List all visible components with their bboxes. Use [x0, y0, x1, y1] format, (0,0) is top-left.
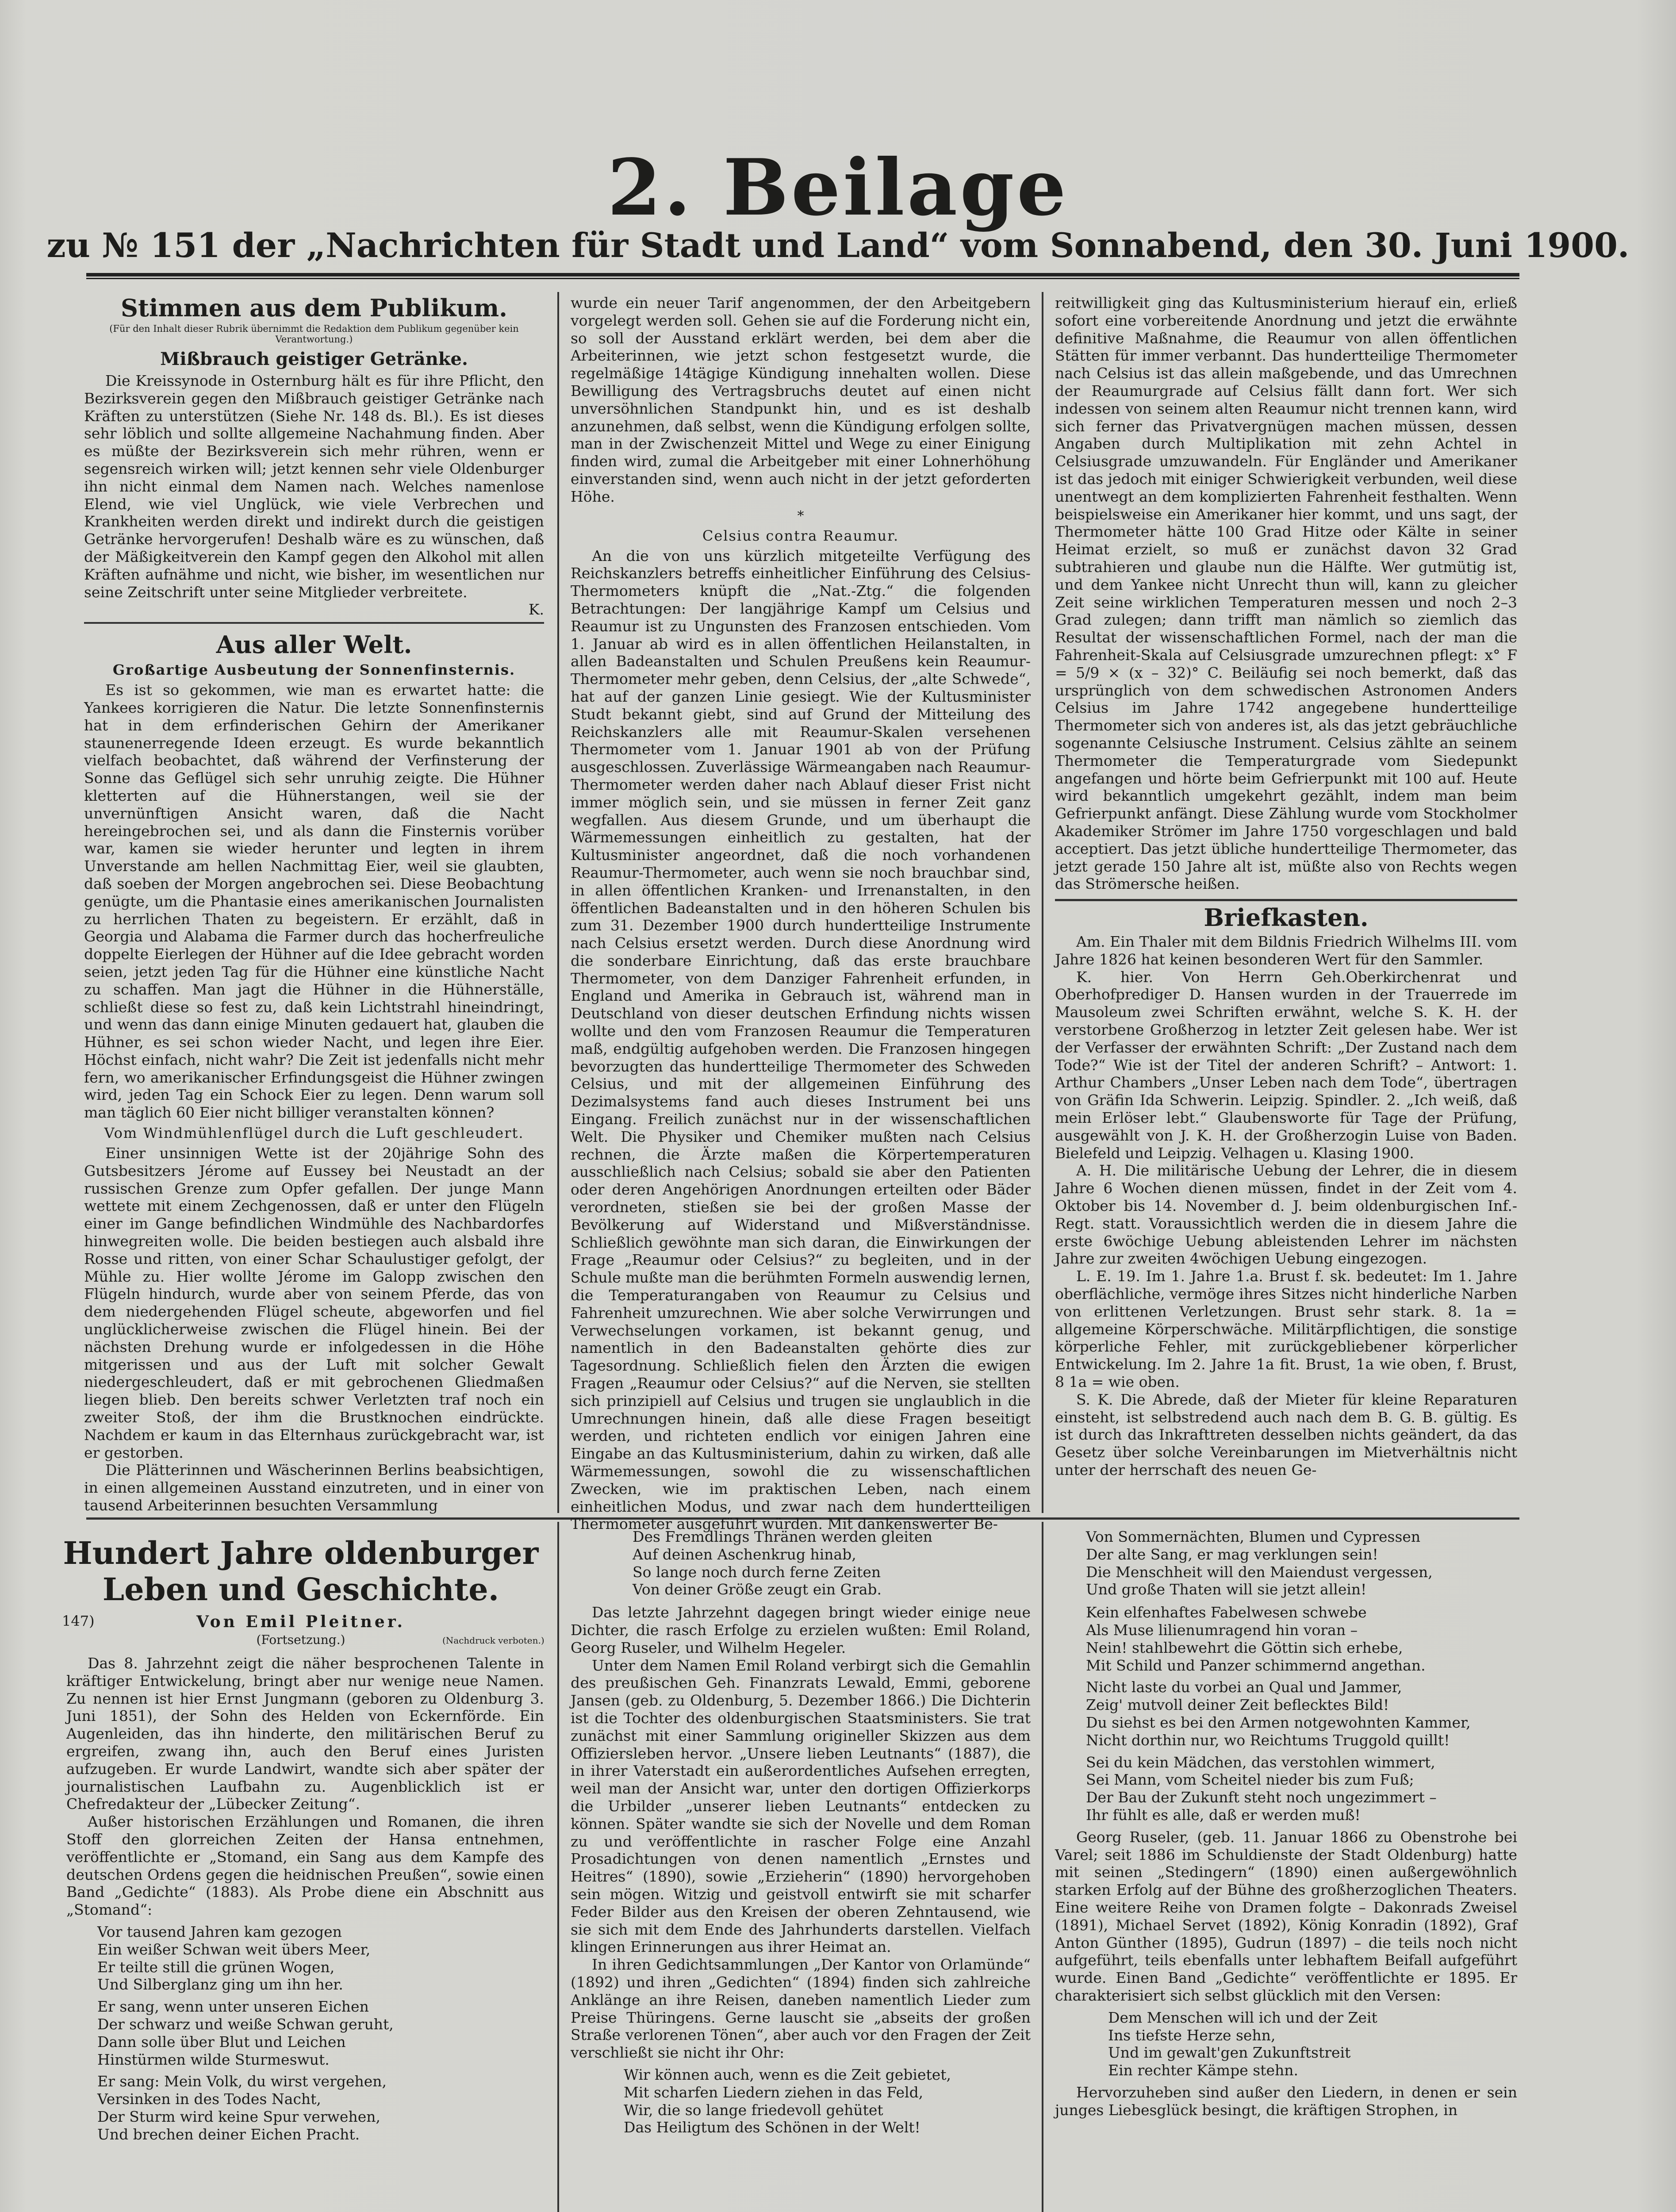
- section-rule: [1055, 899, 1517, 901]
- briefkasten-entry: K. hier. Von Herrn Geh.Oberkirchenrat und Oberhofprediger D. Hansen wurden in der Trauerrede im Mausoleum zwei Schriften erwähnt, welche S. K. H. der verstorbene Großherzog in letzter Zeit gelesen habe. Wer ist der Verfasser der erwähnten Schrift: „Der Zustand nach dem Tode?“ Wie ist der Titel der anderen Schrift? – Antwort: 1. Arthur Chambers „Unser Leben nach dem Tode“, übertragen von Gräfin Ida Schwerin. Leipzig. Spindler. 2. „Ich weiß, daß mein Erlöser lebt.“ Glaubensworte für Tage der Prüfung, ausgewählt von J. K. H. der Großherzogin Luise von Baden. Bielefeld und Leipzig. Velhagen u. Klasing 1900.: [1055, 968, 1517, 1162]
- briefkasten-entry: L. E. 19. Im 1. Jahre 1.a. Brust f. sk. bedeutet: Im 1. Jahre oberflächliche, vermöge ihres Sitzes nicht hinderliche Narben von erlittenen Verletzungen. Brust sehr stark. 8. 1a = allgemeine Körperschwäche. Militärpflichtigen, die sonstige körperliche Fehler, mit zurückgebliebener körperlicher Entwickelung. Im 2. Jahre 1a fit. Brust, 1a wie oben, f. Brust, 8 1a = wie oben.: [1055, 1267, 1517, 1391]
- column-rule: [557, 292, 559, 1513]
- section-heading: Stimmen aus dem Publikum.: [121, 294, 507, 322]
- poem-stanza: Er sang, wenn unter unseren Eichen Der schwarz und weiße Schwan geruht, Dann solle über Blut und Leichen Hinstürmen wilde Sturmeswut.: [97, 1998, 394, 2068]
- article-heading: Celsius contra Reaumur.: [702, 527, 899, 544]
- briefkasten-entry: A. H. Die militärische Uebung der Lehrer, die in diesem Jahre 6 Wochen dienen müssen, findet in der Zeit vom 4. Oktober bis 14. November d. J. beim oldenburgischen Inf.-Regt. statt. Voraussichtlich werden die in diesem Jahre die erste 6wöchige Uebung ableistenden Lehrer im nächsten Jahre zur zweiten 4wöchigen Uebung eingezogen.: [1055, 1162, 1517, 1267]
- article-text: Die Plätterinnen und Wäscherinnen Berlins beabsichtigen, in einen allgemeinen Ausstand einzutreten, und in einer von tausend Arbeiterinnen besuchten Versammlung: [84, 1461, 544, 1514]
- feature-column-1: [66, 1655, 544, 2212]
- feature-column-2: [571, 1526, 1031, 2212]
- article-text: wurde ein neuer Tarif angenommen, der den Arbeitgebern vorgelegt werden soll. Gehen sie auf die Forderung nicht ein, so soll der Ausstand erklärt werden, bei dem aber die Arbeiterinnen, wie jetzt schon festgesetzt wurde, die regelmäßige 14tägige Kündigung innehalten wollen. Diese Bewilligung des Vertragsbruchs deutet auf einen nicht unversöhnlichen Standpunkt hin, und es ist deshalb anzunehmen, daß selbst, wenn die Kündigung erfolgen sollte, man in der Zwischenzeit Mittel und Wege zu einer Einigung finden wird, zumal die Arbeitgeber mit einer Lohnerhöhung einverstanden sind, wenn auch nicht in der jetzt geforderten Höhe.: [571, 294, 1031, 505]
- publikum-box: [84, 294, 544, 624]
- feature-title: Hundert Jahre oldenburger Leben und Geschichte.: [63, 1535, 539, 1608]
- feature-text: Hervorzuheben sind außer den Liedern, in denen er sein junges Liebesglück besingt, die kräftigen Strophen, in: [1055, 2083, 1517, 2119]
- column-3: [1055, 294, 1517, 1513]
- separator-star: *: [797, 508, 804, 524]
- article-signature: K.: [528, 601, 544, 618]
- feature-continuation: (Fortsetzung.): [256, 1632, 345, 1647]
- feature-text: Das 8. Jahrzehnt zeigt die näher besprochenen Talente in kräftiger Entwickelung, bringt aber nur wenige neue Namen. Zu nennen ist hier Ernst Jungmann (geboren zu Oldenburg 3. Juni 1851), der Sohn des Helden von Eckernförde. Ein Augenleiden, das ihn hinderte, den militärischen Beruf zu ergreifen, zwang ihn, auch den Beruf eines Juristen aufzugeben. Er wurde Landwirt, wandte sich aber später der journalistischen Laufbahn zu. Augenblicklich ist er Chefredakteur der „Lübecker Zeitung“.: [66, 1655, 544, 1813]
- column-rule: [557, 1522, 559, 2212]
- poem-stanza: Kein elfenhaftes Fabelwesen schwebe Als Muse lilienumragend hin voran – Nein! stahlbewehrt die Göttin sich erhebe, Mit Schild und Panzer schimmernd angethan.: [1086, 1604, 1426, 1674]
- article-text: Einer unsinnigen Wette ist der 20jährige Sohn des Gutsbesitzers Jérome auf Eussey bei Neustadt an der russischen Grenze zum Opfer gefallen. Der junge Mann wettete mit einem Zechgenossen, daß er unter den Flügeln einer im Gange befindlichen Windmühle des Nachbardorfes hinwegreiten wolle. Die beiden bestiegen auch alsbald ihre Rosse und ritten, von einer Schar Schaulustiger gefolgt, der Mühle zu. Hier wollte Jérome im Galopp zwischen den Flügeln hindurch, wurde aber von seinem Pferde, das von dem niedergehenden Flügel scheute, abgeworfen und fiel unglücklicherweise zwischen die Flügel hinein. Bei der nächsten Drehung wurde er infolgedessen in die Höhe mitgerissen und aus der Luft mit solcher Gewalt niedergeschleudert, daß er mit gebrochenen Gliedmaßen liegen blieb. Den bereits schwer Verletzten traf noch ein zweiter Stoß, der ihm die Brustknochen eindrückte. Nachdem er kaum in das Elternhaus zurückgebracht war, ist er gestorben.: [84, 1144, 544, 1461]
- column-rule: [1042, 1522, 1043, 2212]
- section-heading: Aus aller Welt.: [216, 630, 412, 659]
- column-2: [571, 294, 1031, 1533]
- poem-stanza: Sei du kein Mädchen, das verstohlen wimmert, Sei Mann, vom Scheitel nieder bis zum Fuß; Der Bau der Zukunft steht noch ungezimmert – Ihr fühlt es alle, daß er werden muß!: [1086, 1753, 1437, 1824]
- poem-stanza: Nicht laste du vorbei an Qual und Jammer, Zeig' mutvoll deiner Zeit beflecktes Bild! Du siehst es bei den Armen notgewohnten Kammer, Nicht dorthin nur, wo Reichtums Truggold quillt!: [1086, 1678, 1471, 1749]
- article-heading: Mißbrauch geistiger Getränke.: [160, 349, 468, 369]
- poem-stanza: Dem Menschen will ich und der Zeit Ins tiefste Herze sehn, Und im gewalt'gen Zukunftstreit Ein rechter Kämpe stehn.: [1108, 2008, 1377, 2079]
- feature-number: 147): [62, 1613, 95, 1629]
- article-heading: Großartige Ausbeutung der Sonnenfinsternis.: [112, 661, 516, 679]
- feature-text: Das letzte Jahrzehnt dagegen bringt wieder einige neue Dichter, die rasch Erfolge zu erzielen wußten: Emil Roland, Georg Ruseler, und Wilhelm Hegeler.: [571, 1604, 1031, 1656]
- article-text: Die Kreissynode in Osternburg hält es für ihre Pflicht, den Bezirksverein gegen den Mißbrauch geistiger Getränke nach Kräften zu unterstützen (Siehe Nr. 148 ds. Bl.). Es ist dieses sehr löblich und sollte allgemeine Nachahmung finden. Aber es müßte der Bezirksverein sich mehr rühren, wenn er segensreich wirken will; jetzt kennen sehr viele Oldenburger ihn nicht einmal dem Namen nach. Welches namenlose Elend, wie viel Unglück, wie viele Verbrechen und Krankheiten werden direkt und indirekt durch die geistigen Getränke hervorgerufen! Deshalb wäre es zu wünschen, daß der Mäßigkeitverein den Kampf gegen den Alkohol mit allen Kräften aufnähme und nicht, wie bisher, im wesentlichen nur seine Zeitschrift unter seine Mitglieder verbreitete.: [84, 372, 544, 601]
- feature-column-3: [1055, 1526, 1517, 2212]
- reprint-notice: (Nachdruck verboten.): [442, 1635, 545, 1646]
- column-rule: [1042, 292, 1043, 1513]
- poem-stanza: Wir können auch, wenn es die Zeit gebietet, Mit scharfen Liedern ziehen in das Feld, Wir, die so lange friedevoll gehütet Das Heiligtum des Schönen in der Welt!: [624, 2066, 951, 2136]
- section-note: (Für den Inhalt dieser Rubrik übernimmt die Redaktion dem Publikum gegenüber kein Verantwortung.): [109, 323, 519, 345]
- poem-stanza: Des Fremdlings Thränen werden gleiten Auf deinen Aschenkrug hinab, So lange noch durch ferne Zeiten Von deiner Größe zeugt ein Grab.: [633, 1528, 932, 1598]
- briefkasten-entry: Am. Ein Thaler mit dem Bildnis Friedrich Wilhelms III. vom Jahre 1826 hat keinen besonderen Wert für den Sammler.: [1055, 933, 1517, 968]
- masthead-title: 2. Beilage: [607, 142, 1069, 233]
- masthead-rule: [86, 273, 1519, 279]
- feature-text: In ihren Gedichtsammlungen „Der Kantor von Orlamünde“ (1892) und ihren „Gedichten“ (1894) finden sich zahlreiche Anklänge an ihre Reisen, daneben namentlich Lieder zum Preise Thüringens. Gerne lauscht sie „abseits der großen Straße verlorenen Tönen“, aber auch vor den Fragen der Zeit verschließt sie nicht ihr Ohr:: [571, 1956, 1031, 2062]
- article-heading: Vom Windmühlenflügel durch die Luft geschleudert.: [104, 1125, 524, 1142]
- feature-text: Außer historischen Erzählungen und Romanen, die ihren Stoff den glorreichen Zeiten der Hansa entnehmen, veröffentlichte er „Stomand, ein Sang aus dem Kampfe des deutschen Ordens gegen die heidnischen Preußen“, sowie einen Band „Gedichte“ (1883). Als Probe diene ein Abschnitt aus „Stomand“:: [66, 1813, 544, 1919]
- article-text: Es ist so gekommen, wie man es erwartet hatte: die Yankees korrigieren die Natur. Die letzte Sonnenfinsternis hat in dem erfinderischen Gehirn der Amerikaner staunenerregende Ideen erzeugt. Es wurde bekanntlich vielfach beobachtet, daß während der Verfinsterung der Sonne das Geflügel sich sehr unruhig zeigte. Die Hühner kletterten auf die Hühnerstangen, weil sie der unvernünftigen Ansicht waren, daß die Nacht hereingebrochen sei, und als dann die Finsternis vorüber war, kamen sie wieder herunter und legten in ihrem Unverstande am hellen Nachmittag Eier, weil sie glaubten, daß soeben der Morgen angebrochen sei. Diese Beobachtung genügte, um die Phantasie eines amerikanischen Journalisten zu herrlichen Thaten zu begeistern. Er erzählt, daß in Georgia und Alabama die Farmer durch das hocherfreuliche doppelte Eierlegen der Hühner auf die Idee gebracht worden seien, jetzt jeden Tag für die Hühner eine künstliche Nacht zu schaffen. Man jagt die Hühner in die Hühnerställe, schließt diese so fest zu, daß kein Lichtstrahl hineindringt, und wenn das dann einige Minuten gedauert hat, glauben die Hühner, es sei schon wieder Nacht, und legen ihre Eier. Höchst einfach, nicht wahr? Die Zeit ist jedenfalls nicht mehr fern, wo amerikanischer Erfindungsgeist die Hühner zwingen wird, jeden Tag ein Schock Eier zu legen. Denn warum soll man täglich 60 Eier nicht billiger veranstalten können?: [84, 681, 544, 1121]
- poem-stanza: Vor tausend Jahren kam gezogen Ein weißer Schwan weit übers Meer, Er teilte still die grünen Wogen, Und Silberglanz ging um ihn her.: [97, 1923, 371, 1993]
- feature-text: Unter dem Namen Emil Roland verbirgt sich die Gemahlin des preußischen Geh. Finanzrats Lewald, Emmi, geborene Jansen (geb. zu Oldenburg, 5. Dezember 1866.) Die Dichterin ist die Tochter des oldenburgischen Staatsministers. Sie trat zunächst mit einer Sammlung origineller Skizzen aus dem Offiziersleben hervor. „Unsere lieben Leutnants“ (1887), die in ihrer Vaterstadt ein außerordentliches Aufsehen erregten, weil man der Ansicht war, unter den dortigen Offizierkorps die Urbilder „unserer lieben Leutnants“ entdecken zu können. Später wandte sie sich der Novelle und dem Roman zu und veröffentlichte in rascher Folge eine Anzahl Prosadichtungen von denen namentlich „Ernstes und Heitres“ (1890), sowie „Erzieherin“ (1890) hervorgehoben sein mögen. Witzig und geistvoll entwirft sie mit scharfer Feder Bilder aus den Kreisen der oberen Zehntausend, wie sie sich mit dem Ende des Jahrhunderts darstellen. Vielfach klingen Erinnerungen aus ihrer Heimat an.: [571, 1656, 1031, 1956]
- column-1: [84, 294, 544, 1513]
- poem-stanza: Er sang: Mein Volk, du wirst vergehen, Versinken in des Todes Nacht, Der Sturm wird keine Spur verwehen, Und brechen deiner Eichen Pracht.: [97, 2073, 387, 2143]
- briefkasten-entry: S. K. Die Abrede, daß der Mieter für kleine Reparaturen einsteht, ist selbstredend auch nach dem B. G. B. gültig. Es ist durch das Inkrafttreten desselben nichts geändert, da das Gesetz über solche Vereinbarungen im Mietverhältnis nicht unter der herrschaft des neuen Ge-: [1055, 1390, 1517, 1479]
- feature-text: Georg Ruseler, (geb. 11. Januar 1866 zu Obenstrohe bei Varel; seit 1886 im Schuldienste der Stadt Oldenburg) hatte mit seinen „Stedingern“ (1890) einen außergewöhnlich starken Erfolg auf der Bühne des großherzoglichen Theaters. Eine weitere Reihe von Dramen folgte – Dakonrads Zweisel (1891), Michael Servet (1892), König Konradin (1892), Graf Anton Günther (1895), Gudrun (1897) – die teils noch nicht aufgeführt, teils ebenfalls unter lebhaftem Beifall aufgeführt wurde. Einen Band „Gedichte“ veröffentlichte er 1895. Er charakterisiert sich selbst glücklich mit den Versen:: [1055, 1828, 1517, 2004]
- masthead-subtitle: zu № 151 der „Nachrichten für Stadt und Land“ vom Sonnabend, den 30. Juni 1900.: [46, 226, 1630, 265]
- feature-author: Von Emil Pleitner.: [196, 1613, 405, 1631]
- article-text: reitwilligkeit ging das Kultusministerium hierauf ein, erließ sofort eine vorbereitende Anordnung und jetzt die erwähnte definitive Maßnahme, die Reaumur von allen öffentlichen Stätten für immer verbannt. Das hundertteilige Thermometer nach Celsius ist das allein maßgebende, und das Umrechnen der Reaumurgrade auf Celsius fällt dann fort. Wer sich indessen von seinem alten Reaumur nicht trennen kann, wird sich ferner das Privatvergnügen machen müssen, dessen Angaben durch Multiplikation mit zehn Achtel in Celsiusgrade umzuwandeln. Für Engländer und Amerikaner ist das jedoch mit einiger Schwierigkeit verbunden, weil diese unentwegt an dem komplizierten Fahrenheit festhalten. Wenn beispielsweise ein Amerikaner hier kommt, und uns sagt, der Thermometer hätte 100 Grad Hitze oder Kälte in seiner Heimat erzielt, so muß er zunächst davon 32 Grad subtrahieren und glaube nun die Hälfte. Wer gutmütig ist, und dem Yankee nicht Unrecht thun will, kann zu gleicher Zeit seine wirklichen Temperaturen messen und noch 2–3 Grad zulegen; dann trifft man nämlich so ziemlich das Resultat der wissenschaftlichen Formel, nach der man die Fahrenheit-Skala auf Celsiusgrade umzurechnen pflegt: x° F = 5/9 × (x – 32)° C. Beiläufig sei noch bemerkt, daß das ursprünglich von dem schwedischen Astronomen Anders Celsius im Jahre 1742 angegebene hundertteilige Thermometer sich von anderes ist, als das jetzt gebräuchliche sogenannte Celsiusche Instrument. Celsius zählte an seinem Thermometer die Temperaturgrade vom Siedepunkt angefangen und hörte beim Gefrierpunkt mit 100 auf. Heute wird bekanntlich umgekehrt gezählt, indem man beim Gefrierpunkt anfängt. Diese Zählung wurde vom Stockholmer Akademiker Strömer im Jahre 1750 vorgeschlagen und bald acceptiert. Das jetzt übliche hundertteilige Thermometer, das jetzt gerade 150 Jahre alt ist, müßte also von Rechts wegen das Strömersche heißen.: [1055, 294, 1517, 893]
- poem-stanza: Von Sommernächten, Blumen und Cypressen Der alte Sang, er mag verklungen sein! Die Menschheit will den Maiendust vergessen, Und große Thaten will sie jetzt allein!: [1086, 1528, 1433, 1598]
- article-text: An die von uns kürzlich mitgeteilte Verfügung des Reichskanzlers betreffs einheitlicher Einführung des Celsius-Thermometers knüpft die „Nat.-Ztg.“ die folgenden Betrachtungen: Der langjährige Kampf um Celsius und Reaumur ist zu Ungunsten des Franzosen entschieden. Vom 1. Januar ab wird es in allen öffentlichen Heilanstalten, in allen Badeanstalten und Schulen Preußens kein Reaumur-Thermometer mehr geben, denn Celsius, der „alte Schwede“, hat auf der ganzen Linie gesiegt. Wie der Kultusminister Studt bekannt giebt, sind auf Grund der Mitteilung des Reichskanzlers alle mit Reaumur-Skalen versehenen Thermometer vom 1. Januar 1901 ab von der Prüfung ausgeschlossen. Zuverlässige Wärmeangaben nach Reaumur-Thermometer werden daher nach Ablauf dieser Frist nicht immer möglich sein, und sie müssen in ferner Zeit ganz wegfallen. Aus diesem Grunde, und um überhaupt die Wärmemessungen einheitlich zu gestalten, hat der Kultusminister angeordnet, daß die noch vorhandenen Reaumur-Thermometer, auch wenn sie noch brauchbar sind, in allen öffentlichen Kranken- und Irrenanstalten, in den öffentlichen Badeanstalten und in den höheren Schulen bis zum 31. Dezember 1900 durch hundertteilige Instrumente nach Celsius ersetzt werden. Durch diese Anordnung wird die sonderbare Einrichtung, daß das erste brauchbare Thermometer, von dem Danziger Fahrenheit erfunden, in England und Amerika in Gebrauch ist, während man in Deutschland von dieser deutschen Erfindung nichts wissen wollte und den vom Franzosen Reaumur die Temperaturen maß, endgültig aufgehoben werden. Die Franzosen hingegen bevorzugten das hundertteilige Thermometer des Schweden Celsius, und mit der allgemeinen Einführung des Dezimalsystems fand auch dieses Instrument bei uns Eingang. Freilich zunächst nur in der wissenschaftlichen Welt. Die Physiker und Chemiker mußten nach Celsius rechnen, die Ärzte maßen die Körpertemperaturen ausschließlich nach Celsius; sobald sie aber den Patienten oder deren Angehörigen Anordnungen erteilten oder Bäder verordneten, stießen sie bei der großen Masse der Bevölkerung auf Widerstand und Mißverständnisse. Schließlich gewöhnte man sich daran, die Einwirkungen der Frage „Reaumur oder Celsius?“ zu begleiten, und in der Schule mußte man die berühmten Formeln auswendig lernen, die Temperaturangaben von Reaumur zu Celsius und Fahrenheit umzurechnen. Wie aber solche Verwirrungen und Verwechselungen vorkamen, ist bekannt genug, und namentlich in den Badeanstalten gehörte dies zur Tagesordnung. Schließlich fielen den Ärzten die ewigen Fragen „Reaumur oder Celsius?“ auf die Nerven, sie stellten sich prinzipiell auf Celsius und trugen sie unglaublich in die Umrechnungen hinein, daß alle diese Fragen beseitigt werden, und richteten endlich vor einigen Jahren eine Eingabe an das Kultusministerium, dahin zu wirken, daß alle Wärmemessungen, sowohl die zu wissenschaftlichen Zwecken, wie im praktischen Leben, nach einem einheitlichen Modus, und zwar nach dem hundertteiligen Thermometer ausgeführt würden. Mit dankenswerter Be-: [571, 547, 1031, 1533]
- section-heading: Briefkasten.: [1204, 903, 1369, 932]
